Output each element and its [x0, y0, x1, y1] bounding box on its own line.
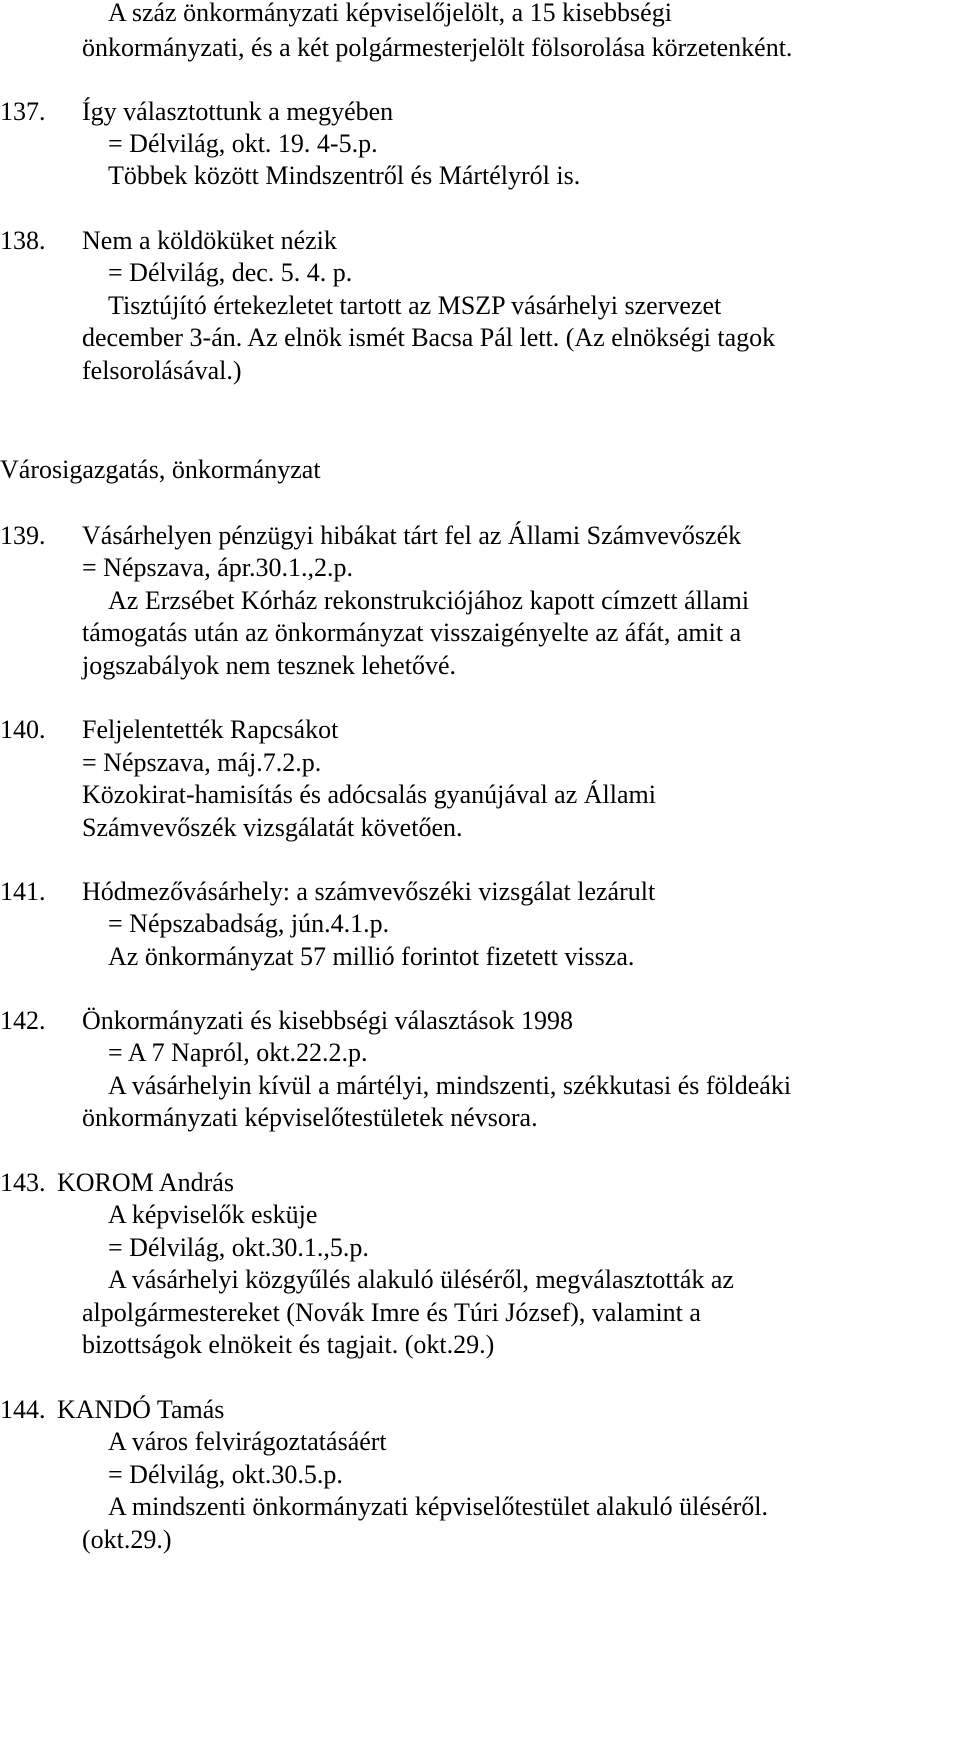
intro-line: A száz önkormányzati képviselőjelölt, a 15 kisebbségi	[108, 0, 672, 27]
entry-author: KANDÓ Tamás	[57, 1395, 225, 1424]
entry-description: Tisztújító értekezletet tartott az MSZP vásárhelyi szervezet	[108, 291, 722, 320]
entry-source: = Népszabadság, jún.4.1.p.	[108, 909, 390, 938]
entry-description: Az önkormányzat 57 millió forintot fizetett vissza.	[108, 942, 635, 971]
entry-source: = Délvilág, okt.30.5.p.	[108, 1460, 343, 1489]
entry-number: 139.	[0, 521, 46, 550]
entry-description: Többek között Mindszentről és Mártélyról is.	[108, 161, 581, 190]
entry-source: = Délvilág, dec. 5. 4. p.	[108, 258, 353, 287]
entry-number: 141.	[0, 877, 46, 906]
entry-title: Önkormányzati és kisebbségi választások 1998	[82, 1006, 573, 1035]
entry-author: KOROM András	[57, 1168, 234, 1197]
entry-title: A város felvirágoztatásáért	[108, 1427, 387, 1456]
entry-title: Nem a köldöküket nézik	[82, 226, 337, 255]
entry-source: = A 7 Napról, okt.22.2.p.	[108, 1038, 368, 1067]
entry-description: Az Erzsébet Kórház rekonstrukciójához kapott címzett állami	[108, 586, 750, 615]
entry-description: A vásárhelyi közgyűlés alakuló üléséről, megválasztották az	[108, 1265, 734, 1294]
entry-description: jogszabályok nem tesznek lehetővé.	[82, 651, 456, 680]
entry-title: A képviselők esküje	[108, 1200, 318, 1229]
section-heading: Városigazgatás, önkormányzat	[0, 455, 321, 484]
entry-description: bizottságok elnökeit és tagjait. (okt.29.)	[82, 1330, 495, 1359]
entry-description: A mindszenti önkormányzati képviselőtestület alakuló üléséről.	[108, 1492, 768, 1521]
entry-description: (okt.29.)	[82, 1525, 172, 1554]
entry-title: Hódmezővásárhely: a számvevőszéki vizsgálat lezárult	[82, 877, 656, 906]
entry-description: önkormányzati képviselőtestületek névsora.	[82, 1103, 538, 1132]
entry-title: Feljelentették Rapcsákot	[82, 715, 339, 744]
entry-source: = Népszava, ápr.30.1.,2.p.	[82, 553, 353, 582]
entry-title: Így választottunk a megyében	[82, 97, 394, 126]
entry-title: Vásárhelyen pénzügyi hibákat tárt fel az Állami Számvevőszék	[82, 521, 742, 550]
entry-source: = Népszava, máj.7.2.p.	[82, 748, 322, 777]
entry-source: = Délvilág, okt.30.1.,5.p.	[108, 1233, 369, 1262]
intro-line: önkormányzati, és a két polgármesterjelölt fölsorolása körzetenként.	[82, 33, 793, 62]
entry-number: 142.	[0, 1006, 46, 1035]
entry-description: december 3-án. Az elnök ismét Bacsa Pál lett. (Az elnökségi tagok	[82, 323, 776, 352]
entry-description: Számvevőszék vizsgálatát követően.	[82, 813, 463, 842]
entry-number: 138.	[0, 226, 46, 255]
entry-number: 144.	[0, 1395, 46, 1424]
entry-description: A vásárhelyin kívül a mártélyi, mindszenti, székkutasi és földeáki	[108, 1071, 792, 1100]
entry-source: = Délvilág, okt. 19. 4-5.p.	[108, 129, 378, 158]
entry-number: 140.	[0, 715, 46, 744]
entry-description: támogatás után az önkormányzat visszaigényelte az áfát, amit a	[82, 618, 742, 647]
entry-description: felsorolásával.)	[82, 356, 242, 385]
entry-description: alpolgármestereket (Novák Imre és Túri József), valamint a	[82, 1298, 701, 1327]
entry-description: Közokirat-hamisítás és adócsalás gyanújával az Állami	[82, 780, 656, 809]
entry-number: 143.	[0, 1168, 46, 1197]
entry-number: 137.	[0, 97, 46, 126]
